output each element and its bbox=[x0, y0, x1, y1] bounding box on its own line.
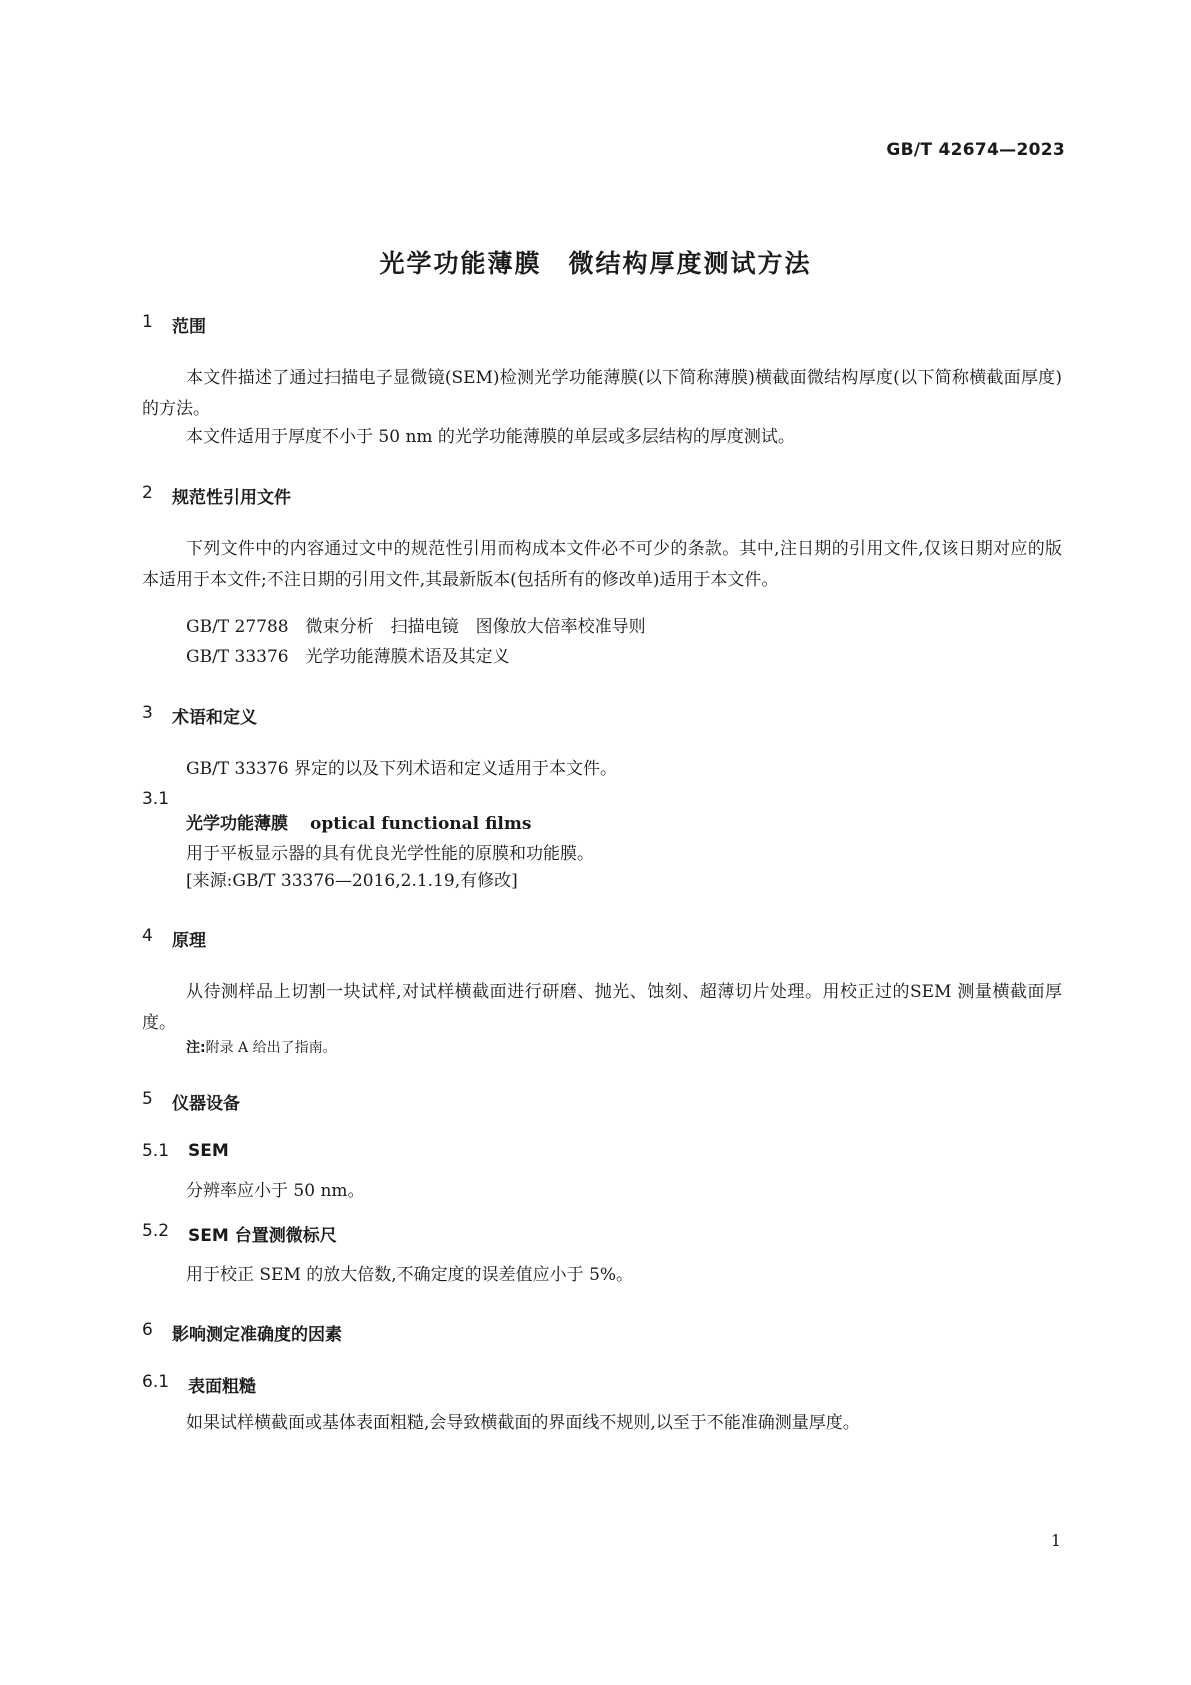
term-number: 3.1 bbox=[142, 789, 170, 809]
paragraph: 从待测样品上切割一块试样,对试样横截面进行研磨、抛光、蚀刻、超薄切片处理。用校正过的SEM 测量横截面厚度。 bbox=[142, 982, 1062, 1033]
paragraph: 下列文件中的内容通过文中的规范性引用而构成本文件必不可少的条款。其中,注日期的引用文件,仅该日期对应的版本适用于本文件;不注日期的引用文件,其最新版本(包括所有的修改单)适用于本文件。 bbox=[142, 539, 1062, 590]
reference-item: GB/T 33376 光学功能薄膜术语及其定义 bbox=[186, 647, 510, 667]
paragraph: 本文件适用于厚度不小于 50 nm 的光学功能薄膜的单层或多层结构的厚度测试。 bbox=[186, 427, 795, 447]
section-title: 术语和定义 bbox=[172, 708, 257, 728]
subsection-heading-5-2 bbox=[142, 1221, 1062, 1246]
section-number: 5 bbox=[142, 1089, 153, 1109]
paragraph: GB/T 33376 界定的以及下列术语和定义适用于本文件。 bbox=[186, 759, 618, 779]
document-title: 光学功能薄膜 微结构厚度测试方法 bbox=[379, 249, 812, 278]
subsection-title: 表面粗糙 bbox=[188, 1377, 256, 1397]
term-chinese: 光学功能薄膜 bbox=[186, 814, 288, 834]
section-title: 影响测定准确度的因素 bbox=[172, 1325, 342, 1345]
term-entry bbox=[142, 809, 1106, 840]
term-definition: 用于平板显示器的具有优良光学性能的原膜和功能膜。 bbox=[186, 844, 594, 864]
section-heading-4 bbox=[142, 926, 1062, 951]
section-heading-3 bbox=[142, 703, 1062, 728]
note bbox=[142, 1036, 1106, 1060]
section-heading-6 bbox=[142, 1320, 1062, 1345]
section-number: 3 bbox=[142, 703, 153, 723]
standard-number: GB/T 42674—2023 bbox=[886, 140, 1065, 160]
section-number: 4 bbox=[142, 926, 153, 946]
subsection-number: 5.1 bbox=[142, 1141, 170, 1161]
note-text: 附录 A 给出了指南。 bbox=[205, 1040, 337, 1056]
subsection-title: SEM bbox=[188, 1141, 229, 1161]
section-title: 规范性引用文件 bbox=[172, 488, 291, 508]
paragraph: 如果试样横截面或基体表面粗糙,会导致横截面的界面线不规则,以至于不能准确测量厚度。 bbox=[186, 1413, 860, 1433]
subsection-number: 5.2 bbox=[142, 1221, 170, 1241]
section-title: 仪器设备 bbox=[172, 1094, 240, 1114]
section-number: 2 bbox=[142, 483, 153, 503]
section-title: 范围 bbox=[172, 317, 206, 337]
paragraph: 分辨率应小于 50 nm。 bbox=[186, 1181, 365, 1201]
section-heading-1 bbox=[142, 312, 1062, 337]
section-number: 1 bbox=[142, 312, 153, 332]
section-heading-5 bbox=[142, 1089, 1062, 1114]
subsection-heading-5-1 bbox=[142, 1141, 1062, 1161]
page-number: 1 bbox=[1050, 1531, 1061, 1550]
note-label: 注: bbox=[186, 1040, 206, 1056]
subsection-number: 6.1 bbox=[142, 1372, 170, 1392]
subsection-heading-6-1 bbox=[142, 1372, 1062, 1397]
term-source: [来源:GB/T 33376—2016,2.1.19,有修改] bbox=[186, 871, 518, 891]
paragraph: 本文件描述了通过扫描电子显微镜(SEM)检测光学功能薄膜(以下简称薄膜)横截面微结构厚度(以下简称横截面厚度)的方法。 bbox=[142, 368, 1062, 419]
reference-item: GB/T 27788 微束分析 扫描电镜 图像放大倍率校准导则 bbox=[186, 617, 646, 637]
term-english: optical functional films bbox=[310, 814, 532, 834]
section-heading-2 bbox=[142, 483, 1062, 508]
paragraph: 用于校正 SEM 的放大倍数,不确定度的误差值应小于 5%。 bbox=[186, 1265, 634, 1285]
subsection-title: SEM 台置测微标尺 bbox=[188, 1226, 337, 1246]
section-number: 6 bbox=[142, 1320, 153, 1340]
section-title: 原理 bbox=[172, 931, 206, 951]
